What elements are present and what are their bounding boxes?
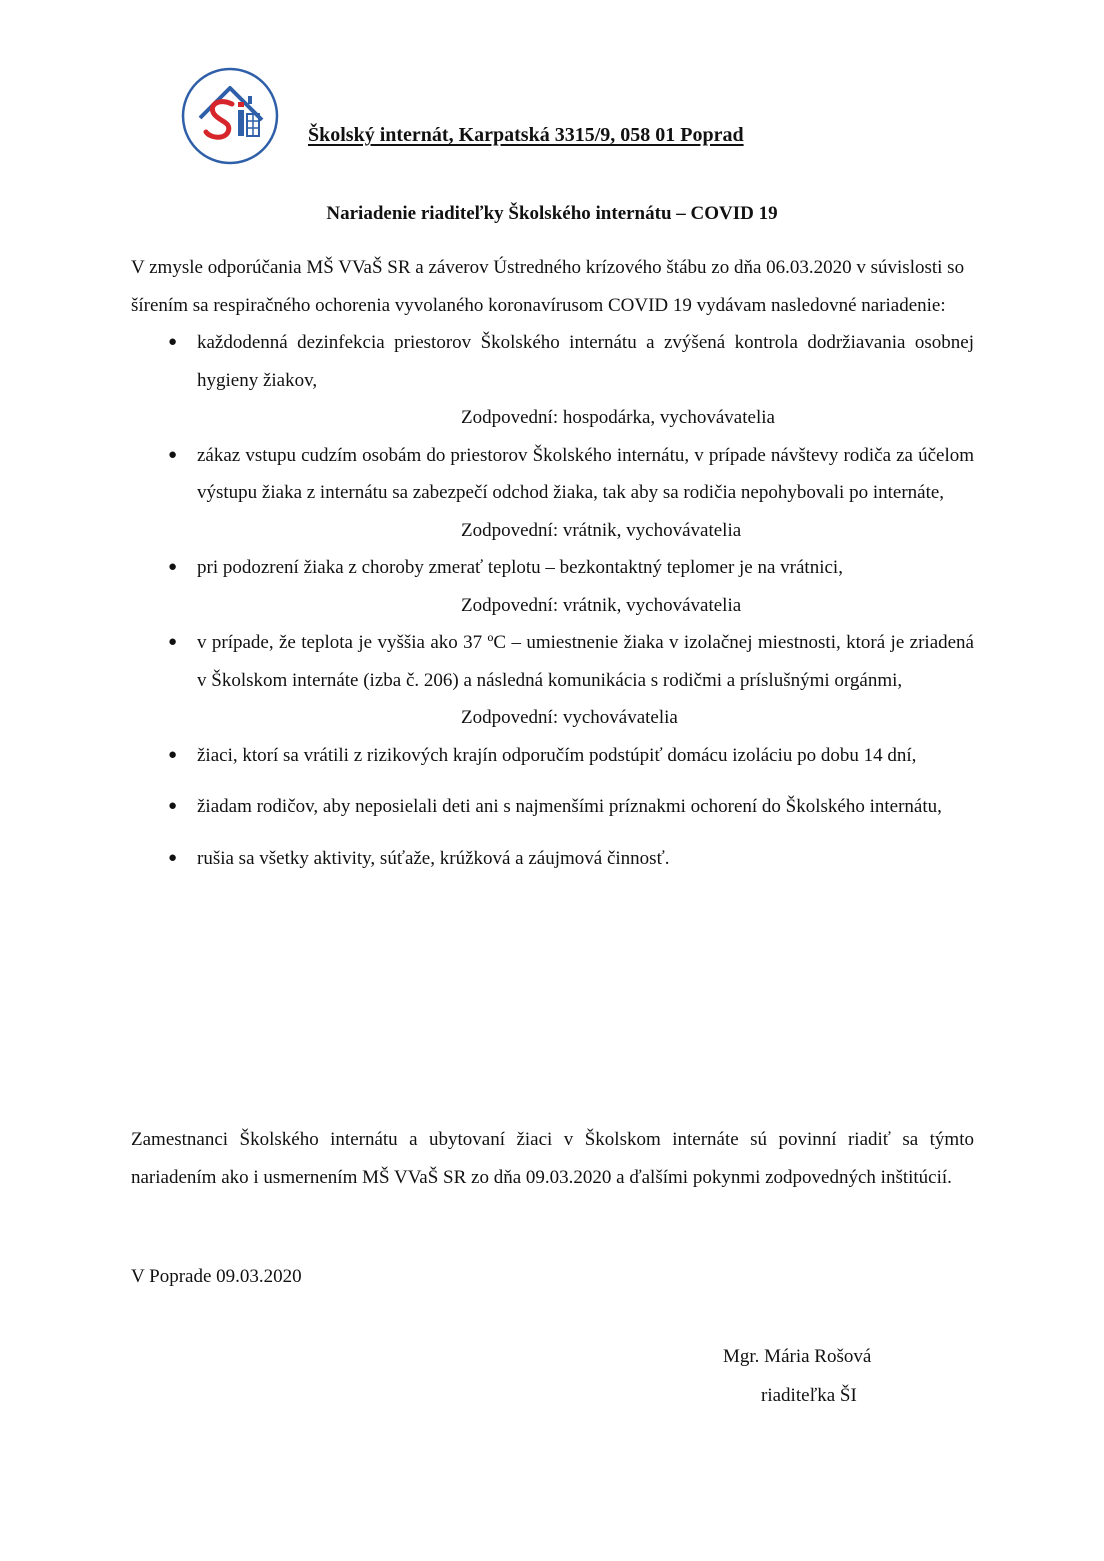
item-spacer bbox=[197, 826, 974, 840]
responsible-line: Zodpovední: hospodárka, vychovávatelia bbox=[461, 407, 775, 428]
responsible-line: Zodpovední: vrátnik, vychovávatelia bbox=[461, 594, 742, 616]
list-item bbox=[131, 788, 974, 840]
school-logo-graphic bbox=[180, 66, 280, 166]
list-item bbox=[131, 437, 974, 550]
signature-role: riaditeľka ŠI bbox=[761, 1385, 857, 1406]
bullet-icon: ● bbox=[168, 849, 178, 866]
list-item-text: pri podozrení žiaka z choroby zmerať teplotu – bezkontaktný teplomer je na vrátnici, bbox=[197, 557, 843, 578]
signature-name: Mgr. Mária Rošová bbox=[723, 1346, 872, 1367]
list-item-text: každodenná dezinfekcia priestorov Školského internátu a zvýšená kontrola dodržiavania osobnej hygieny žiakov, bbox=[197, 332, 974, 391]
list-item-text: žiadam rodičov, aby neposielali deti ani s najmenšími príznakmi ochorení do Školského internátu, bbox=[197, 796, 942, 817]
bullet-icon: ● bbox=[168, 559, 178, 575]
item-spacer bbox=[197, 774, 974, 788]
list-item bbox=[131, 549, 974, 624]
list-item-text: v prípade, že teplota je vyššia ako 37 ºC – umiestnenie žiaka v izolačnej miestnosti, ktorá je zriadená v Školskom internáte (izba č. 206) a následná komunikácia s rodičmi a príslušnými orgánmi, bbox=[197, 632, 974, 691]
list-item bbox=[131, 624, 974, 737]
responsible-line: Zodpovední: vychovávatelia bbox=[461, 707, 678, 728]
list-item bbox=[131, 737, 974, 789]
closing-paragraph: Zamestnanci Školského internátu a ubytovaní žiaci v Školskom internáte sú povinní riadiť sa týmto nariadením ako i usmernením MŠ VVaŠ SR zo dňa 09.03.2020 a ďalšími pokynmi zodpovedných inštitúcií. bbox=[131, 1129, 974, 1188]
list-item-text: zákaz vstupu cudzím osobám do priestorov Školského internátu, v prípade návštevy rodiča za účelom výstupu žiaka z internátu sa zabezpečí odchod žiaka, tak aby sa rodičia nepohybovali po internáte, bbox=[197, 444, 974, 503]
bullet-icon: ● bbox=[168, 334, 178, 350]
directive-list bbox=[131, 324, 974, 877]
bullet-icon: ● bbox=[168, 446, 178, 463]
intro-paragraph: V zmysle odporúčania MŠ VVaŠ SR a záverov Ústredného krízového štábu zo dňa 06.03.2020 v súvislosti so šírením sa respiračného ochorenia vyvolaného koronavírusom COVID 19 vydávam nasledovné nariadenie: bbox=[131, 257, 965, 316]
bullet-icon: ● bbox=[168, 746, 178, 763]
document-title: Nariadenie riaditeľky Školského internátu – COVID 19 bbox=[326, 203, 778, 224]
school-logo bbox=[180, 66, 280, 166]
list-item bbox=[131, 324, 974, 437]
institution-header: Školský internát, Karpatská 3315/9, 058 01 Poprad bbox=[308, 124, 744, 146]
bullet-icon: ● bbox=[168, 798, 178, 814]
place-date: V Poprade 09.03.2020 bbox=[131, 1266, 302, 1287]
list-item bbox=[131, 840, 974, 878]
list-item-text: rušia sa všetky aktivity, súťaže, krúžková a záujmová činnosť. bbox=[197, 847, 670, 869]
responsible-line: Zodpovední: vrátnik, vychovávatelia bbox=[461, 519, 742, 541]
document-body bbox=[131, 249, 974, 877]
list-item-text: žiaci, ktorí sa vrátili z rizikových krajín odporučím podstúpiť domácu izoláciu po dobu 14 dní, bbox=[197, 744, 917, 766]
bullet-icon: ● bbox=[168, 634, 178, 650]
